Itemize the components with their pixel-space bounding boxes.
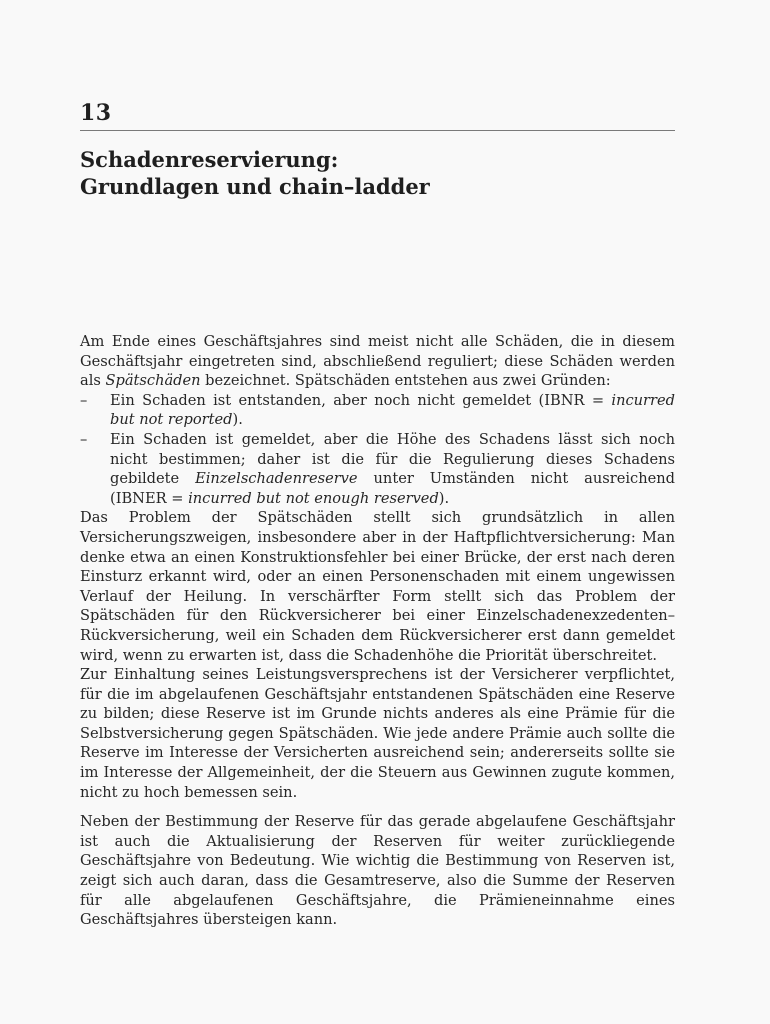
chapter-title-line-1: Schadenreservierung: bbox=[80, 147, 339, 172]
list-dash: – bbox=[80, 430, 88, 448]
list-dash: – bbox=[80, 391, 88, 409]
list-item-ibnr bbox=[80, 391, 675, 430]
chapter-title-line-2: Grundlagen und chain–ladder bbox=[80, 174, 430, 199]
list-item-ibnr-end: ). bbox=[232, 411, 243, 429]
list-item-ibnr-italic: incurred but not reported bbox=[110, 391, 675, 429]
chapter-number: 13 bbox=[80, 100, 112, 126]
chapter-title bbox=[80, 146, 675, 200]
list-item-ibner-mid: unter Umständen nicht ausreichend (IBNER = bbox=[110, 470, 675, 507]
intro-block bbox=[80, 332, 675, 665]
intro-paragraph bbox=[80, 332, 675, 391]
intro-text-before: Am Ende eines Geschäftsjahres sind meist nicht alle Schäden, die in diesem Geschäftsjahr eingetreten sind, abschließend reguliert; diese Schäden werden als bbox=[80, 333, 675, 390]
list-item-ibner-main: Ein Schaden ist gemeldet, aber die Höhe des Schadens lässt sich noch nicht bestimmen; daher ist die für die Regulierung dieses Schadens gebildete bbox=[110, 430, 675, 488]
list-item-ibner-text bbox=[110, 430, 675, 508]
chapter-body bbox=[80, 332, 675, 930]
intro-text-after: bezeichnet. Spätschäden entstehen aus zwei Gründen: bbox=[200, 372, 611, 390]
paragraph-3: Neben der Bestimmung der Reserve für das gerade abgelaufene Geschäftsjahr ist auch die Aktualisierung der Reserven für weiter zurückliegende Geschäftsjahre von Bedeutung. Wie wichtig die Bestimmung von Reserven ist, zeigt sich auch daran, dass die Gesamtreserve, also die Summe der Reserven für alle abgelaufenen Geschäftsjahre, die Prämieneinnahme eines Geschäftsjahres übersteigen kann. bbox=[80, 813, 675, 929]
list-item-ibner-end: ). bbox=[438, 489, 450, 507]
list-item-ibnr-text bbox=[110, 391, 675, 430]
paragraph-2: Zur Einhaltung seines Leistungsversprechens ist der Versicherer verpflichtet, für die im abgelaufenen Geschäftsjahr entstandenen Spätschäden eine Reserve zu bilden; diese Reserve ist im Grunde nichts anderes als eine Prämie für die Selbstversicherung gegen Spätschäden. Wie jede andere Prämie auch sollte die Reserve im Interesse der Versicherten ausreichend sein; andererseits sollte sie im Interesse der Allgemeinheit, der die Steuern aus Gewinnen zugute kommen, nicht zu hoch bemessen sein. bbox=[80, 666, 675, 801]
list-item-ibner bbox=[80, 430, 675, 508]
list-item-ibner-term: Einzelschadenreserve bbox=[195, 470, 358, 488]
chapter-rule bbox=[80, 130, 675, 131]
list-item-ibnr-main: Ein Schaden ist entstanden, aber noch nicht gemeldet (IBNR = bbox=[110, 391, 612, 409]
list-item-ibner-italic: incurred but not enough reserved bbox=[188, 489, 439, 507]
intro-term: Spätschäden bbox=[105, 372, 201, 390]
paragraph-1: Das Problem der Spätschäden stellt sich grundsätzlich in allen Versicherungszweigen, insbesondere aber in der Haftpflichtversicherung: Man denke etwa an einen Konstruktionsfehler bei einer Brücke, der erst nach deren Einsturz erkannt wird, oder an einen Personenschaden mit einem ungewissen Verlauf der Heilung. In verschärfter Form stellt sich das Problem der Spätschäden für den Rückversicherer bei einer Einzelschadenexzedenten–Rückversicherung, weil ein Schaden dem Rückversicherer erst dann gemeldet wird, wenn zu erwarten ist, dass die Schadenhöhe die Priorität überschreitet. bbox=[80, 509, 675, 664]
